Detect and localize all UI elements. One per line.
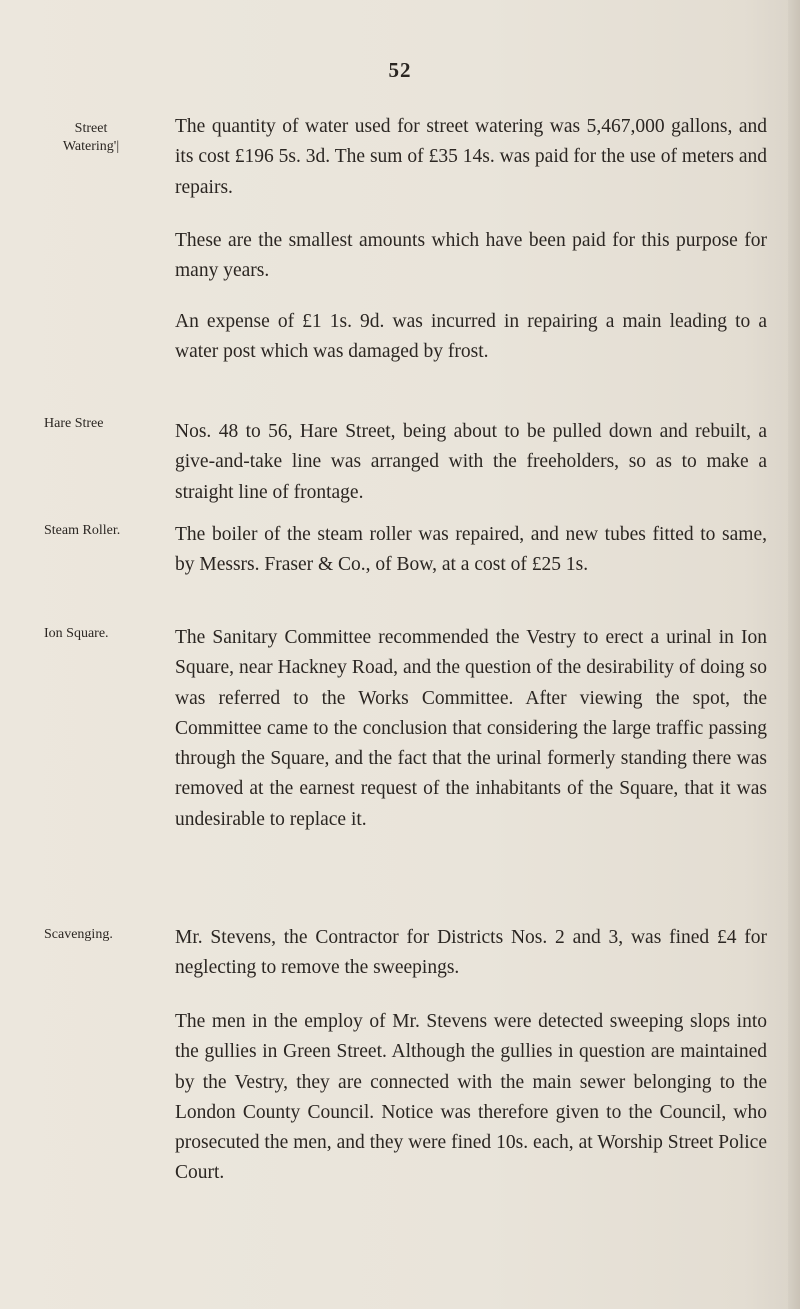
paragraph-ion-square: The Sanitary Committee recommended the Vestry to erect a urinal in Ion Square, near Hackney Road, and the question of the desirability of doing so was referred to the Works Committee. After viewing the spot, the Committee came to the conclusion that considering the large traffic passing through the Square, and the fact that the urinal formerly standing there was removed at the earnest request of the inhabitants of the Square, that it was undesirable to replace it. (175, 627, 767, 830)
paragraph-scavenging-1: Mr. Stevens, the Contractor for Districts Nos. 2 and 3, was fined £4 for neglecting to remove the sweepings. (175, 927, 767, 979)
margin-note-scavenging: Scavenging. (44, 927, 113, 942)
paragraph-street-watering-2: These are the smallest amounts which have been paid for this purpose for many years. (175, 230, 767, 282)
page-number: 52 (388, 58, 412, 82)
paragraph-street-watering-1: The quantity of water used for street watering was 5,467,000 gallons, and its cost £196 5s. 3d. The sum of £35 14s. was paid for the use of meters and repairs. (175, 116, 767, 198)
margin-note-ion-square: Ion Square. (44, 626, 109, 641)
margin-note-hare-street: Hare Stree (44, 416, 104, 431)
paragraph-steam-roller: The boiler of the steam roller was repaired, and new tubes fitted to same, by Messrs. Fraser & Co., of Bow, at a cost of £25 1s. (175, 524, 767, 576)
margin-note-street-watering: Street Watering'| (62, 121, 120, 154)
margin-note-steam-roller: Steam Roller. (44, 523, 121, 538)
paragraph-street-watering-3: An expense of £1 1s. 9d. was incurred in repairing a main leading to a water post which was damaged by frost. (175, 311, 767, 363)
paragraph-scavenging-2: The men in the employ of Mr. Stevens were detected sweeping slops into the gullies in Green Street. Although the gullies in question are maintained by the Vestry, they are connected with the main sewer belonging to the London County Council. Notice was therefore given to the Council, who prosecuted the men, and they were fined 10s. each, at Worship Street Police Court. (175, 1011, 767, 1184)
paragraph-hare-street: Nos. 48 to 56, Hare Street, being about to be pulled down and rebuilt, a give-and-take line was arranged with the freeholders, so as to make a straight line of frontage. (175, 421, 767, 503)
page-edge (788, 0, 800, 1309)
